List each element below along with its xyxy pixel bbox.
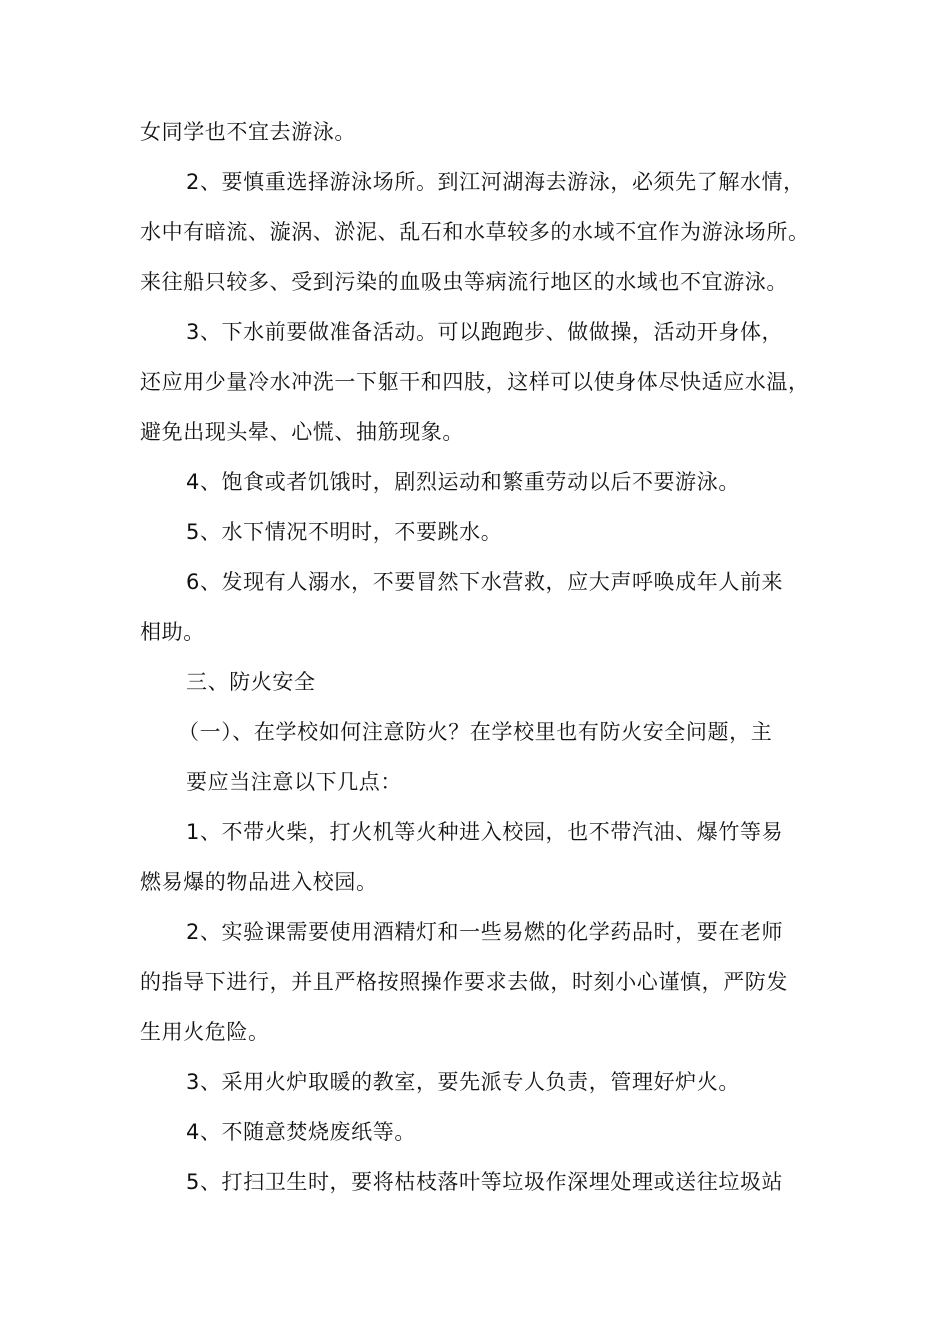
text-line: 3、下水前要做准备活动。可以跑跑步、做做操，活动开身体，: [186, 320, 784, 344]
text-line: 1、不带火柴，打火机等火种进入校园，也不带汽油、爆竹等易: [186, 820, 784, 844]
text-line: 生用火危险。: [140, 1020, 270, 1044]
text-line: 的指导下进行，并且严格按照操作要求去做，时刻小心谨慎，严防发: [140, 970, 788, 994]
text-line: 4、饱食或者饥饿时，剧烈运动和繁重劳动以后不要游泳。: [186, 470, 740, 494]
text-line: 2、实验课需要使用酒精灯和一些易燃的化学药品时，要在老师: [186, 920, 784, 944]
text-line: 6、发现有人溺水，不要冒然下水营救，应大声呼唤成年人前来: [186, 570, 784, 594]
text-line: 燃易爆的物品进入校园。: [140, 870, 378, 894]
text-line: 女同学也不宜去游泳。: [140, 120, 356, 144]
text-line: 避免出现头晕、心慌、抽筋现象。: [140, 420, 464, 444]
text-line: 还应用少量冷水冲洗一下躯干和四肢，这样可以使身体尽快适应水温，: [140, 370, 810, 394]
text-line: 来往船只较多、受到污染的血吸虫等病流行地区的水域也不宜游泳。: [140, 270, 788, 294]
text-line: 要应当注意以下几点：: [186, 770, 402, 794]
text-line: （一）、在学校如何注意防火？在学校里也有防火安全问题，主: [178, 720, 773, 744]
text-line: 2、要慎重选择游泳场所。到江河湖海去游泳，必须先了解水情，: [186, 170, 805, 194]
text-line: 5、水下情况不明时，不要跳水。: [186, 520, 503, 544]
text-line: 相助。: [140, 620, 205, 644]
text-line: 4、不随意焚烧废纸等。: [186, 1120, 416, 1144]
text-line: 3、采用火炉取暖的教室，要先派专人负责，管理好炉火。: [186, 1070, 740, 1094]
section-heading: 三、防火安全: [186, 670, 316, 694]
text-line: 水中有暗流、漩涡、淤泥、乱石和水草较多的水域不宜作为游泳场所。: [140, 220, 810, 244]
text-line: 5、打扫卫生时，要将枯枝落叶等垃圾作深埋处理或送往垃圾站: [186, 1170, 784, 1194]
